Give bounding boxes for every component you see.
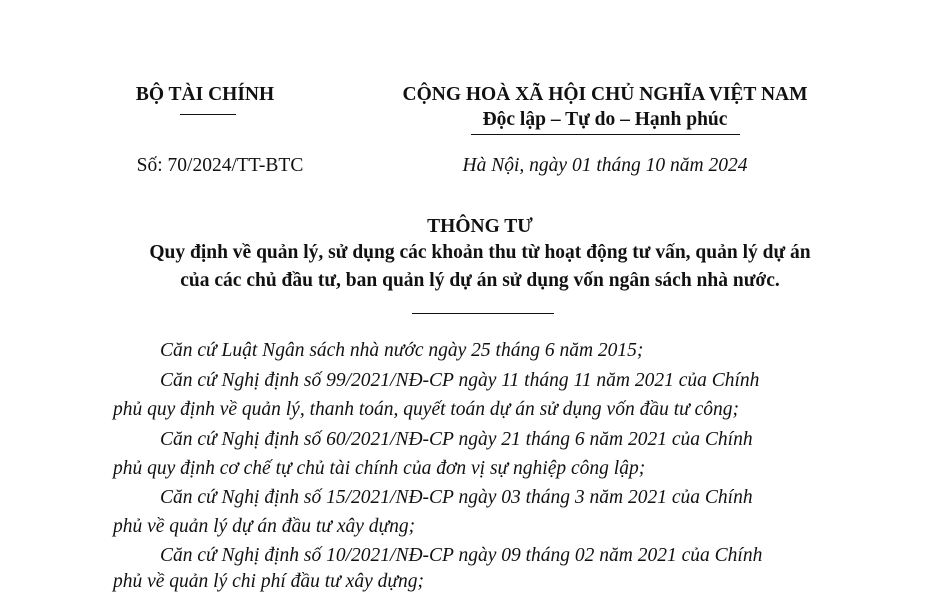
legal-basis-2: Căn cứ Nghị định số 99/2021/NĐ-CP ngày 11 tháng 11 năm 2021 của Chính — [160, 370, 760, 391]
legal-basis-5-cont: phủ về quản lý chi phí đầu tư xây dựng; — [113, 571, 424, 592]
national-title: CỘNG HOÀ XÃ HỘI CHỦ NGHĨA VIỆT NAM — [402, 84, 808, 105]
motto-underline — [471, 134, 740, 135]
legal-basis-3: Căn cứ Nghị định số 60/2021/NĐ-CP ngày 21 tháng 6 năm 2021 của Chính — [160, 429, 753, 450]
place-date: Hà Nội, ngày 01 tháng 10 năm 2024 — [462, 155, 748, 176]
document-number: Số: 70/2024/TT-BTC — [136, 155, 304, 176]
subject-line-2: của các chủ đầu tư, ban quản lý dự án sử dụng vốn ngân sách nhà nước. — [180, 270, 780, 291]
national-motto: Độc lập – Tự do – Hạnh phúc — [482, 109, 728, 130]
legal-basis-5: Căn cứ Nghị định số 10/2021/NĐ-CP ngày 09 tháng 02 năm 2021 của Chính — [160, 545, 763, 566]
subject-line-1: Quy định về quản lý, sử dụng các khoản thu từ hoạt động tư vấn, quản lý dự án — [149, 242, 811, 263]
issuing-agency: BỘ TÀI CHÍNH — [135, 84, 275, 105]
legal-basis-3-cont: phủ quy định cơ chế tự chủ tài chính của đơn vị sự nghiệp công lập; — [113, 458, 646, 479]
legal-basis-4-cont: phủ về quản lý dự án đầu tư xây dựng; — [113, 516, 416, 537]
document-type: THÔNG TƯ — [427, 216, 533, 237]
subject-underline — [412, 313, 554, 314]
legal-basis-1: Căn cứ Luật Ngân sách nhà nước ngày 25 tháng 6 năm 2015; — [160, 340, 644, 361]
agency-underline — [180, 114, 236, 115]
legal-basis-2-cont: phủ quy định về quản lý, thanh toán, quyết toán dự án sử dụng vốn đầu tư công; — [113, 399, 740, 420]
legal-basis-4: Căn cứ Nghị định số 15/2021/NĐ-CP ngày 03 tháng 3 năm 2021 của Chính — [160, 487, 753, 508]
